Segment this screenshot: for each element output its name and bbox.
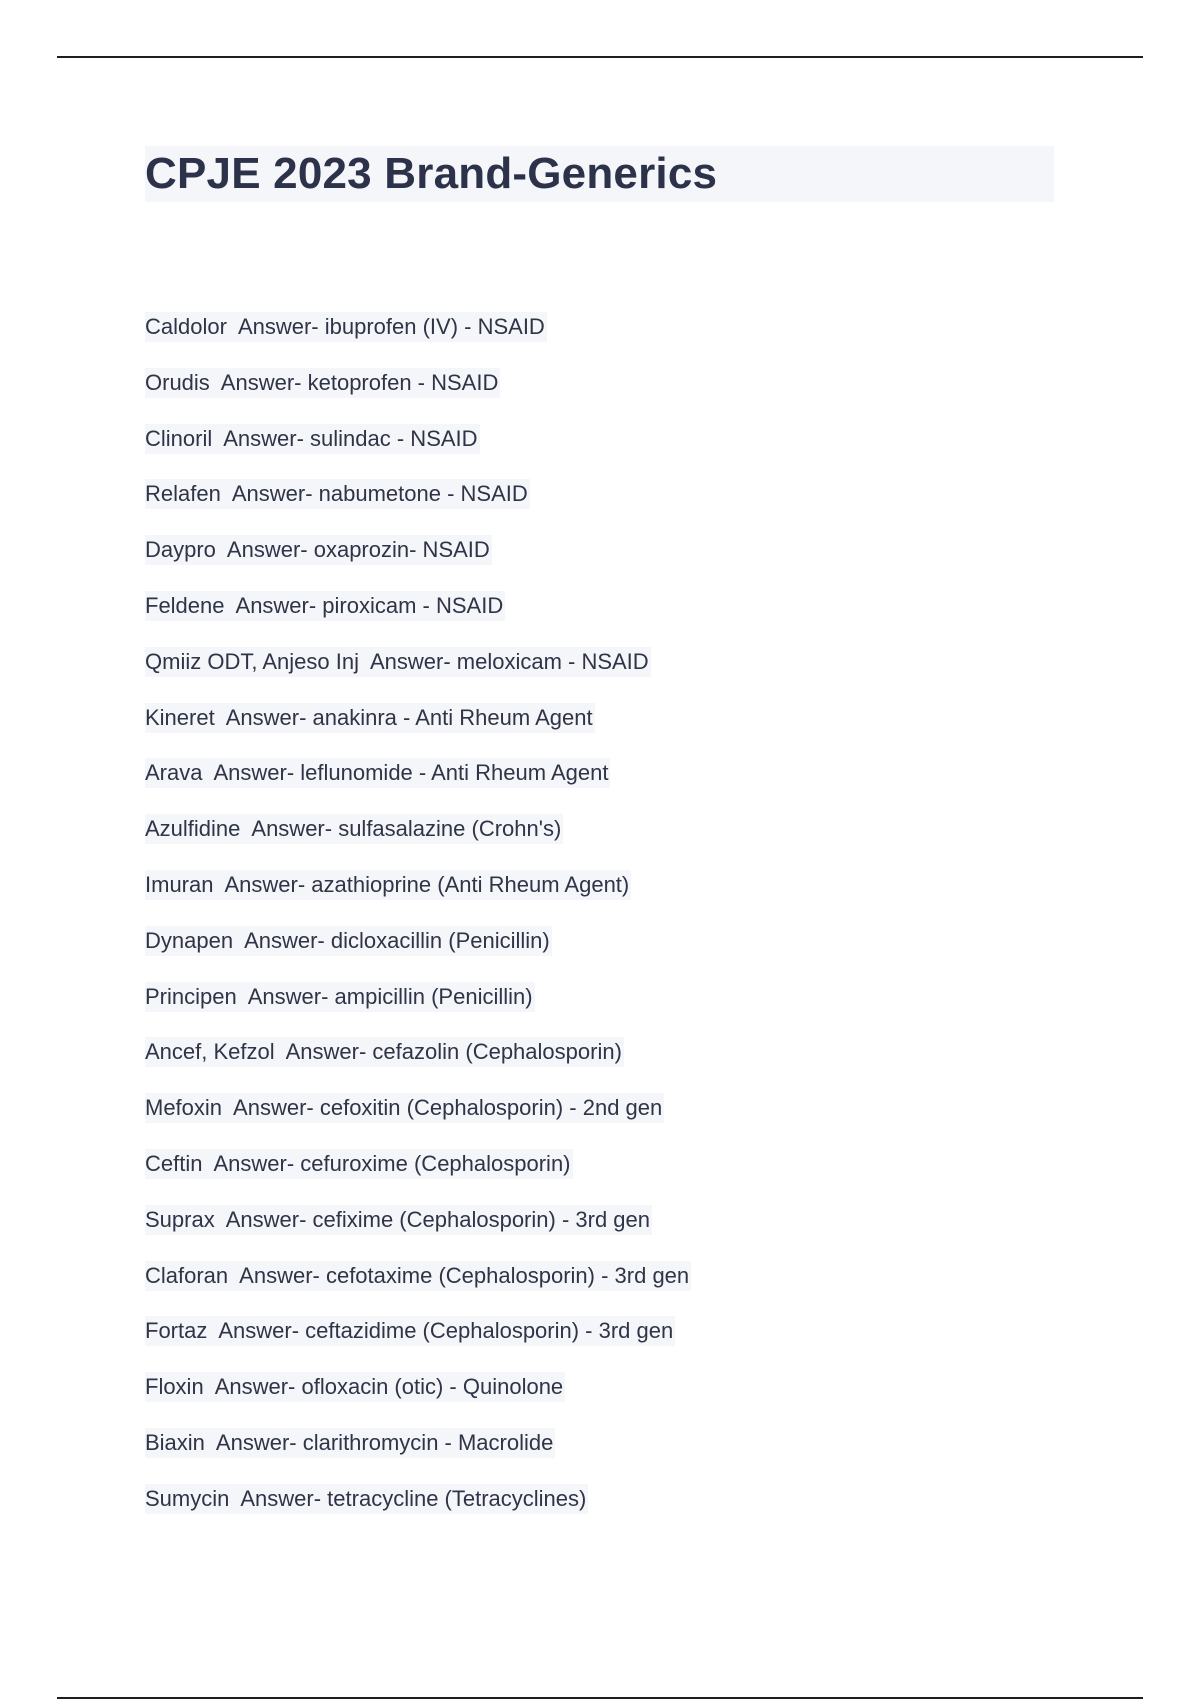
qa-text: Biaxin Answer- clarithromycin - Macrolide — [145, 1428, 555, 1458]
qa-item — [145, 368, 691, 424]
qa-text: Orudis Answer- ketoprofen - NSAID — [145, 368, 500, 398]
qa-text: Clinoril Answer- sulindac - NSAID — [145, 424, 480, 454]
header-rule — [57, 56, 1143, 58]
qa-item — [145, 424, 691, 480]
qa-item — [145, 479, 691, 535]
qa-text: Ceftin Answer- cefuroxime (Cephalosporin) — [145, 1149, 573, 1179]
qa-item — [145, 1205, 691, 1261]
qa-text: Dynapen Answer- dicloxacillin (Penicillin) — [145, 926, 552, 956]
qa-item — [145, 814, 691, 870]
qa-text: Relafen Answer- nabumetone - NSAID — [145, 479, 530, 509]
qa-item — [145, 1316, 691, 1372]
qa-text: Ancef, Kefzol Answer- cefazolin (Cephalosporin) — [145, 1037, 624, 1067]
qa-text: Qmiiz ODT, Anjeso Inj Answer- meloxicam - NSAID — [145, 647, 651, 677]
qa-text: Sumycin Answer- tetracycline (Tetracyclines) — [145, 1484, 588, 1514]
qa-text: Azulfidine Answer- sulfasalazine (Crohn's) — [145, 814, 563, 844]
qa-item — [145, 870, 691, 926]
qa-item — [145, 1093, 691, 1149]
qa-text: Fortaz Answer- ceftazidime (Cephalosporin) - 3rd gen — [145, 1316, 675, 1346]
qa-item — [145, 926, 691, 982]
qa-item — [145, 1149, 691, 1205]
qa-item — [145, 758, 691, 814]
qa-item — [145, 982, 691, 1038]
qa-item — [145, 312, 691, 368]
qa-item — [145, 703, 691, 759]
qa-text: Imuran Answer- azathioprine (Anti Rheum Agent) — [145, 870, 631, 900]
qa-text: Kineret Answer- anakinra - Anti Rheum Agent — [145, 703, 595, 733]
footer-rule — [57, 1697, 1143, 1699]
qa-item — [145, 1428, 691, 1484]
qa-text: Principen Answer- ampicillin (Penicillin) — [145, 982, 535, 1012]
qa-text: Arava Answer- leflunomide - Anti Rheum Agent — [145, 758, 610, 788]
qa-item — [145, 1261, 691, 1317]
qa-list — [145, 312, 691, 1540]
qa-text: Caldolor Answer- ibuprofen (IV) - NSAID — [145, 312, 547, 342]
qa-text: Floxin Answer- ofloxacin (otic) - Quinolone — [145, 1372, 565, 1402]
qa-item — [145, 1372, 691, 1428]
qa-text: Feldene Answer- piroxicam - NSAID — [145, 591, 505, 621]
qa-item — [145, 1037, 691, 1093]
qa-item — [145, 535, 691, 591]
qa-text: Claforan Answer- cefotaxime (Cephalosporin) - 3rd gen — [145, 1261, 691, 1291]
qa-text: Suprax Answer- cefixime (Cephalosporin) - 3rd gen — [145, 1205, 652, 1235]
qa-text: Mefoxin Answer- cefoxitin (Cephalosporin) - 2nd gen — [145, 1093, 664, 1123]
qa-item — [145, 647, 691, 703]
document-title: CPJE 2023 Brand-Generics — [145, 149, 718, 198]
qa-item — [145, 591, 691, 647]
qa-text: Daypro Answer- oxaprozin- NSAID — [145, 535, 492, 565]
qa-item — [145, 1484, 691, 1540]
